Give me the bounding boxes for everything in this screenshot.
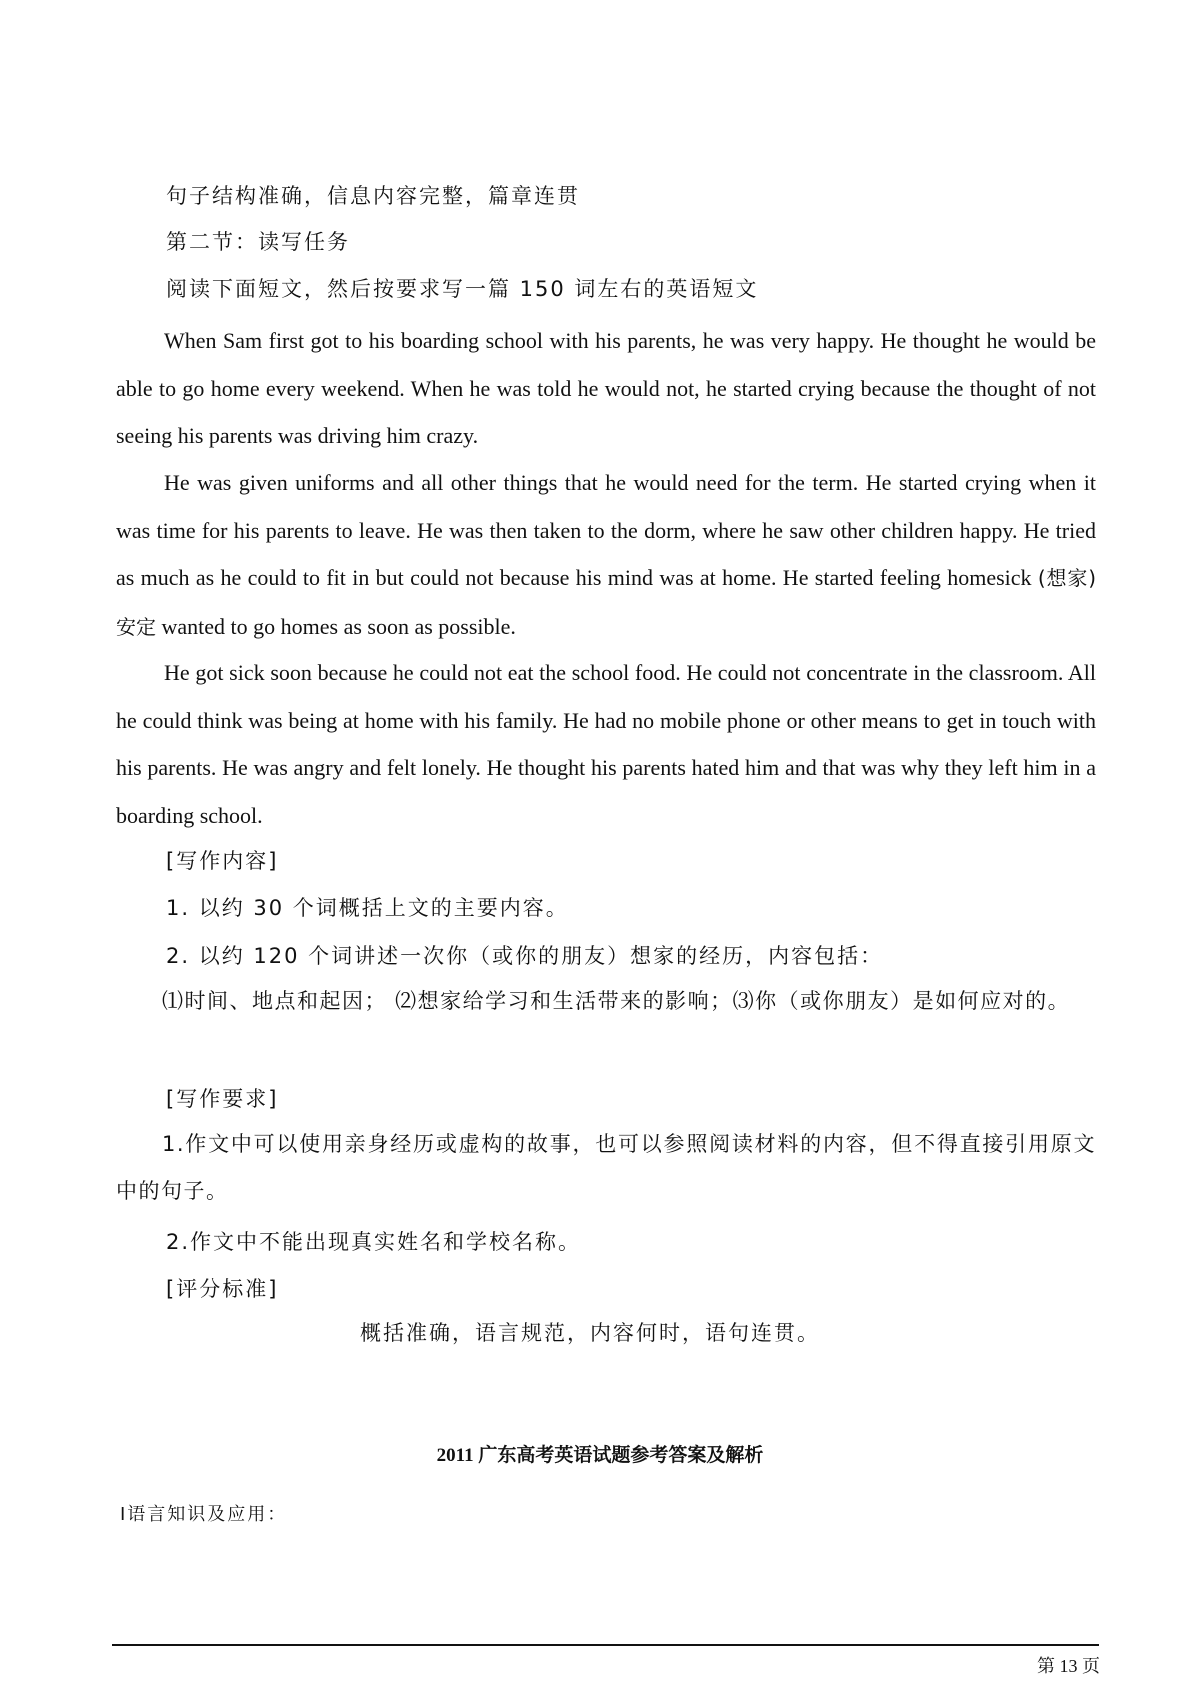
requirement-2: 2.作文中不能出现真实姓名和学校名称。 xyxy=(166,1230,582,1254)
scoring-header: [评分标准] xyxy=(166,1277,279,1301)
writing-requirements-header: [写作要求] xyxy=(166,1087,279,1111)
answers-title: 2011 广东高考英语试题参考答案及解析 xyxy=(436,1445,764,1466)
scoring-text: 概括准确，语言规范，内容何时，语句连贯。 xyxy=(360,1321,820,1345)
writing-item-3: ⑴时间、地点和起因； ⑵想家给学习和生活带来的影响；⑶你（或你朋友）是如何应对的。 xyxy=(162,989,1071,1013)
section-heading: 第二节：读写任务 xyxy=(166,230,350,254)
passage-paragraph-2-text: He was given uniforms and all other things that he would need for the term. He started crying when it was time for his parents to leave. He was then taken to the dorm, where he saw other children happy. He tried as much as he could to fit in but could not because his mind was at home. He started feeling homesick xyxy=(116,470,1096,590)
writing-item-1: 1. 以约 30 个词概括上文的主要内容。 xyxy=(166,896,569,920)
writing-item-2: 2. 以约 120 个词讲述一次你（或你的朋友）想家的经历，内容包括： xyxy=(166,944,884,968)
passage-paragraph-2 xyxy=(116,459,1096,651)
criteria-line: 句子结构准确，信息内容完整，篇章连贯 xyxy=(166,184,580,208)
instruction-line: 阅读下面短文，然后按要求写一篇 150 词左右的英语短文 xyxy=(166,277,759,301)
requirement-1: 1.作文中可以使用亲身经历或虚构的故事，也可以参照阅读材料的内容，但不得直接引用原文中的句子。 xyxy=(116,1132,1096,1203)
answers-section: Ⅰ语言知识及应用： xyxy=(120,1504,288,1525)
passage-paragraph-1: When Sam first got to his boarding school with his parents, he was very happy. He thought he would be able to go home every weekend. When he was told he would not, he started crying because the thought of not seeing his parents was driving him crazy. xyxy=(116,328,1096,448)
passage-paragraph-2-end: wanted to go homes as soon as possible. xyxy=(161,613,516,639)
page-number: 第 13 页 xyxy=(1037,1656,1100,1676)
footer-rule xyxy=(112,1644,1099,1646)
passage-paragraph-3: He got sick soon because he could not eat the school food. He could not concentrate in the classroom. All he could think was being at home with his family. He had no mobile phone or other means to get in touch with his parents. He was angry and felt lonely. He thought his parents hated him and that was why they left him in a boarding school. xyxy=(116,660,1096,828)
writing-content-header: [写作内容] xyxy=(166,849,279,873)
passage-annotation: (想家) 安定 xyxy=(116,566,1096,639)
